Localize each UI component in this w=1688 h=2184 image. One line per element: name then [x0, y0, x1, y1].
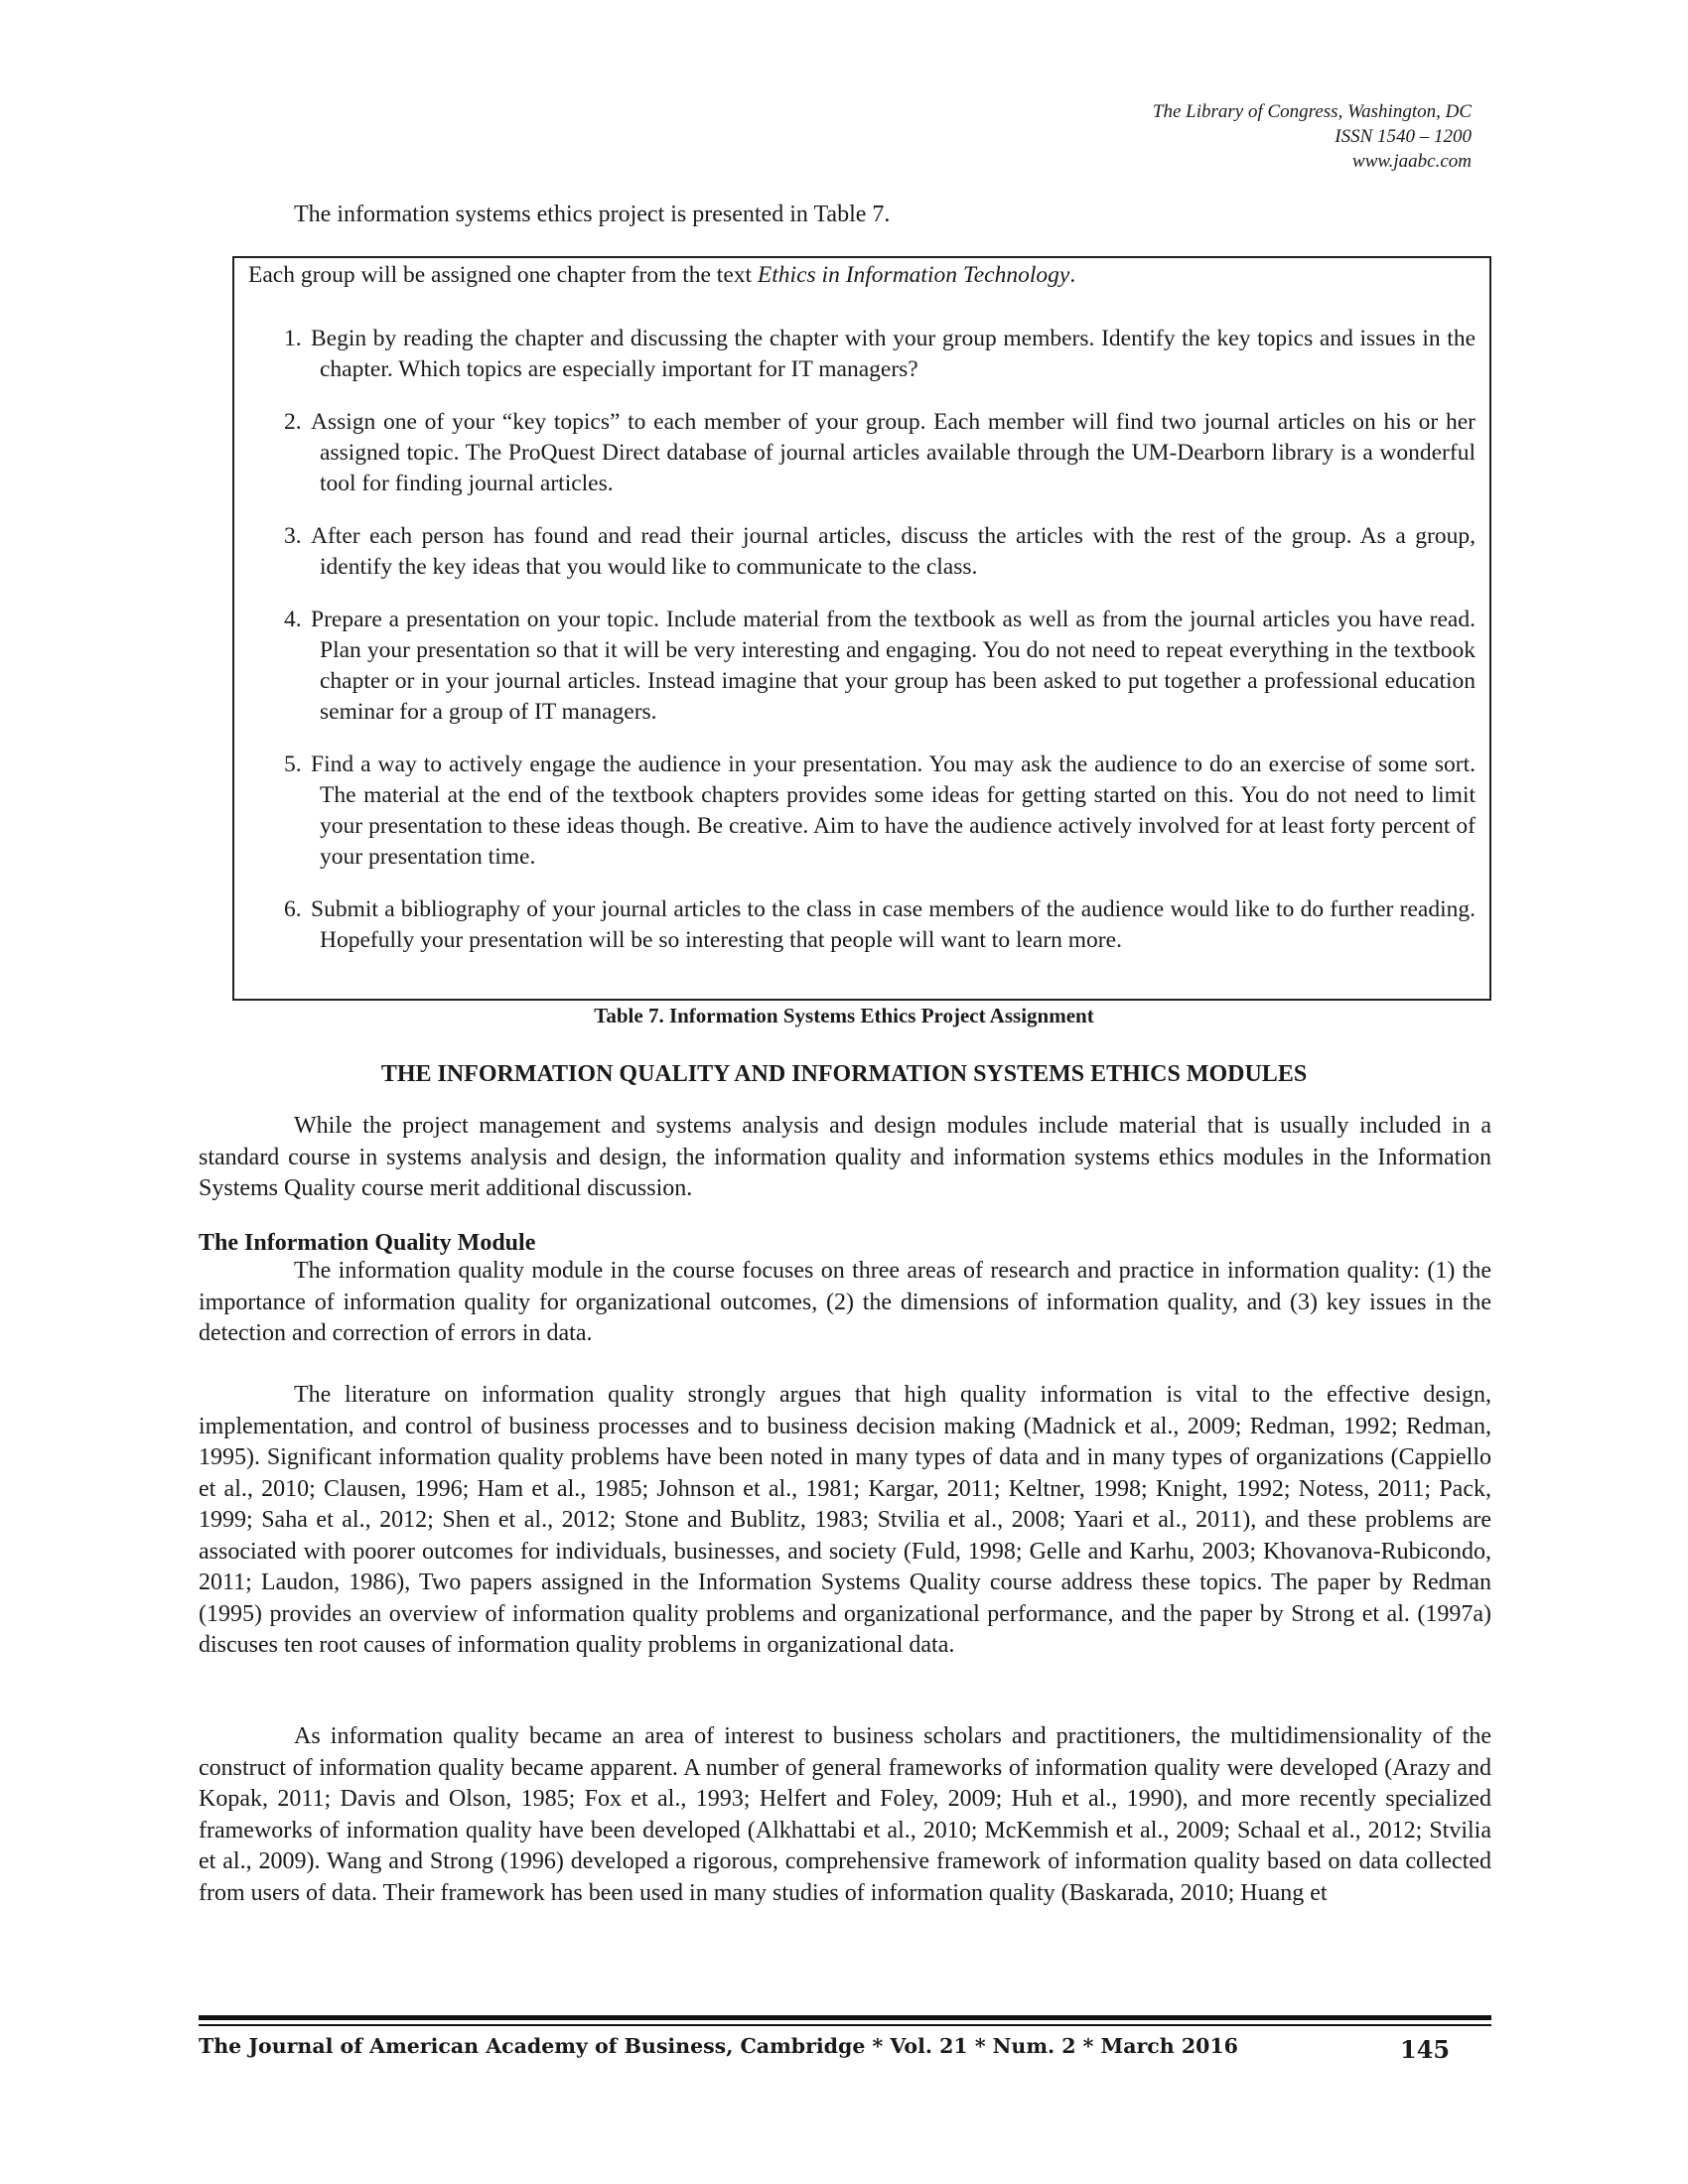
paragraph-text: The information quality module in the course focuses on three areas of research and practice in information quality: (1) the importance of information quality for organizational outcomes, (2) the dimensions of information quality, and (3) key issues in the detection and correction of errors in data.: [199, 1258, 1491, 1346]
table-7-box: [232, 256, 1491, 1001]
assignment-step: [284, 605, 1476, 728]
page-footer: [199, 2032, 1491, 2064]
step-text: Begin by reading the chapter and discussing the chapter with your group members. Identify the key topics and issues in the chapter. Which topics are especially important for IT managers?: [311, 326, 1476, 382]
header-website-line: www.jaabc.com: [1352, 151, 1472, 172]
assignment-step: [284, 521, 1476, 583]
step-text: After each person has found and read their journal articles, discuss the articles with the rest of the group. As a group, identify the key ideas that you would like to communicate to the class.: [311, 523, 1476, 580]
paragraph-text: While the project management and systems analysis and design modules include material that is usually included in a standard course in systems analysis and design, the information quality and information systems ethics modules in the Information Systems Quality course merit additional discussion.: [199, 1113, 1491, 1201]
paragraph-modules-overview: [199, 1111, 1491, 1205]
assignment-step: [284, 407, 1476, 499]
assignment-step: [284, 894, 1476, 956]
paragraph-text: The literature on information quality strongly argues that high quality information is vital to the effective design, implementation, and control of business processes and to business decision making (Madnick et al., 2009; Redman, 1992; Redman, 1995). Significant information quality problems have been noted in many types of data and in many types of organizations (Cappiello et al., 2010; Clausen, 1996; Ham et al., 1985; Johnson et al., 1981; Kargar, 2011; Keltner, 1998; Knight, 1992; Notess, 2011; Pack, 1999; Saha et al., 2012; Shen et al., 2012; Stone and Bublitz, 1983; Stvilia et al., 2008; Yaari et al., 2011), and these problems are associated with poorer outcomes for individuals, businesses, and society (Fuld, 1998; Gelle and Karhu, 2003; Khovanova-Rubicondo, 2011; Laudon, 1986), Two papers assigned in the Information Systems Quality course address these topics. The paper by Redman (1995) provides an overview of information quality problems and organizational performance, and the paper by Strong et al. (1997a) discuses ten root causes of information quality problems in organizational data.: [199, 1382, 1491, 1658]
paragraph-module-focus: [199, 1256, 1491, 1350]
paragraph-literature: [199, 1380, 1491, 1662]
header-issn-line: ISSN 1540 – 1200: [1335, 126, 1472, 147]
step-text: Submit a bibliography of your journal articles to the class in case members of the audience would like to do further reading. Hopefully your presentation will be so interesting that people will want to learn more.: [311, 896, 1476, 953]
footer-rule-thick: [199, 2015, 1491, 2020]
assignment-steps-list: [284, 324, 1476, 978]
step-number: 2.: [284, 409, 302, 435]
table-lead-suffix: .: [1069, 262, 1076, 288]
assignment-step: [284, 324, 1476, 385]
section-heading: THE INFORMATION QUALITY AND INFORMATION SYSTEMS ETHICS MODULES: [380, 1061, 1308, 1087]
step-text: Assign one of your “key topics” to each member of your group. Each member will find two journal articles on his or her assigned topic. The ProQuest Direct database of journal articles available through the UM-Dearborn library is a wonderful tool for finding journal articles.: [311, 409, 1476, 496]
paragraph-text: As information quality became an area of interest to business scholars and practitioners, the multidimensionality of the construct of information quality became apparent. A number of general frameworks of information quality were developed (Arazy and Kopak, 2011; Davis and Olson, 1985; Fox et al., 1993; Helfert and Foley, 2009; Huh et al., 1990), and more recently specialized frameworks of information quality have been developed (Alkhattabi et al., 2010; McKemmish et al., 2009; Schaal et al., 2012; Stvilia et al., 2009). Wang and Strong (1996) developed a rigorous, comprehensive framework of information quality based on data collected from users of data. Their framework has been used in many studies of information quality (Baskarada, 2010; Huang et: [199, 1723, 1491, 1906]
page-number: 145: [1400, 2035, 1451, 2064]
step-number: 3.: [284, 523, 302, 549]
footer-rule-thin: [199, 2024, 1491, 2026]
step-number: 5.: [284, 751, 302, 777]
table-lead-text: [248, 260, 1075, 290]
running-header: [1153, 99, 1472, 174]
footer-journal-citation: The Journal of American Academy of Business, Cambridge * Vol. 21 * Num. 2 * March 2016: [199, 2034, 1238, 2058]
assignment-step: [284, 750, 1476, 873]
step-number: 6.: [284, 896, 302, 922]
table-caption: Table 7. Information Systems Ethics Project Assignment: [594, 1004, 1094, 1027]
step-text: Prepare a presentation on your topic. Include material from the textbook as well as from the journal articles you have read. Plan your presentation so that it will be very interesting and engaging. You do not need to repeat everything in the textbook chapter or in your journal articles. Instead imagine that your group has been asked to put together a professional education seminar for a group of IT managers.: [311, 607, 1476, 725]
header-library-line: The Library of Congress, Washington, DC: [1152, 101, 1472, 122]
table-lead-prefix: Each group will be assigned one chapter from the text: [248, 262, 758, 288]
subheading-information-quality-module: The Information Quality Module: [199, 1230, 536, 1256]
step-number: 1.: [284, 326, 302, 351]
intro-sentence: The information systems ethics project is presented in Table 7.: [294, 202, 891, 227]
table-lead-book-title: Ethics in Information Technology: [757, 262, 1070, 288]
step-number: 4.: [284, 607, 302, 632]
step-text: Find a way to actively engage the audience in your presentation. You may ask the audience to do an exercise of some sort. The material at the end of the textbook chapters provides some ideas for getting started on this. You do not need to limit your presentation to these ideas though. Be creative. Aim to have the audience actively involved for at least forty percent of your presentation time.: [311, 751, 1476, 870]
paragraph-frameworks: [199, 1721, 1491, 1909]
